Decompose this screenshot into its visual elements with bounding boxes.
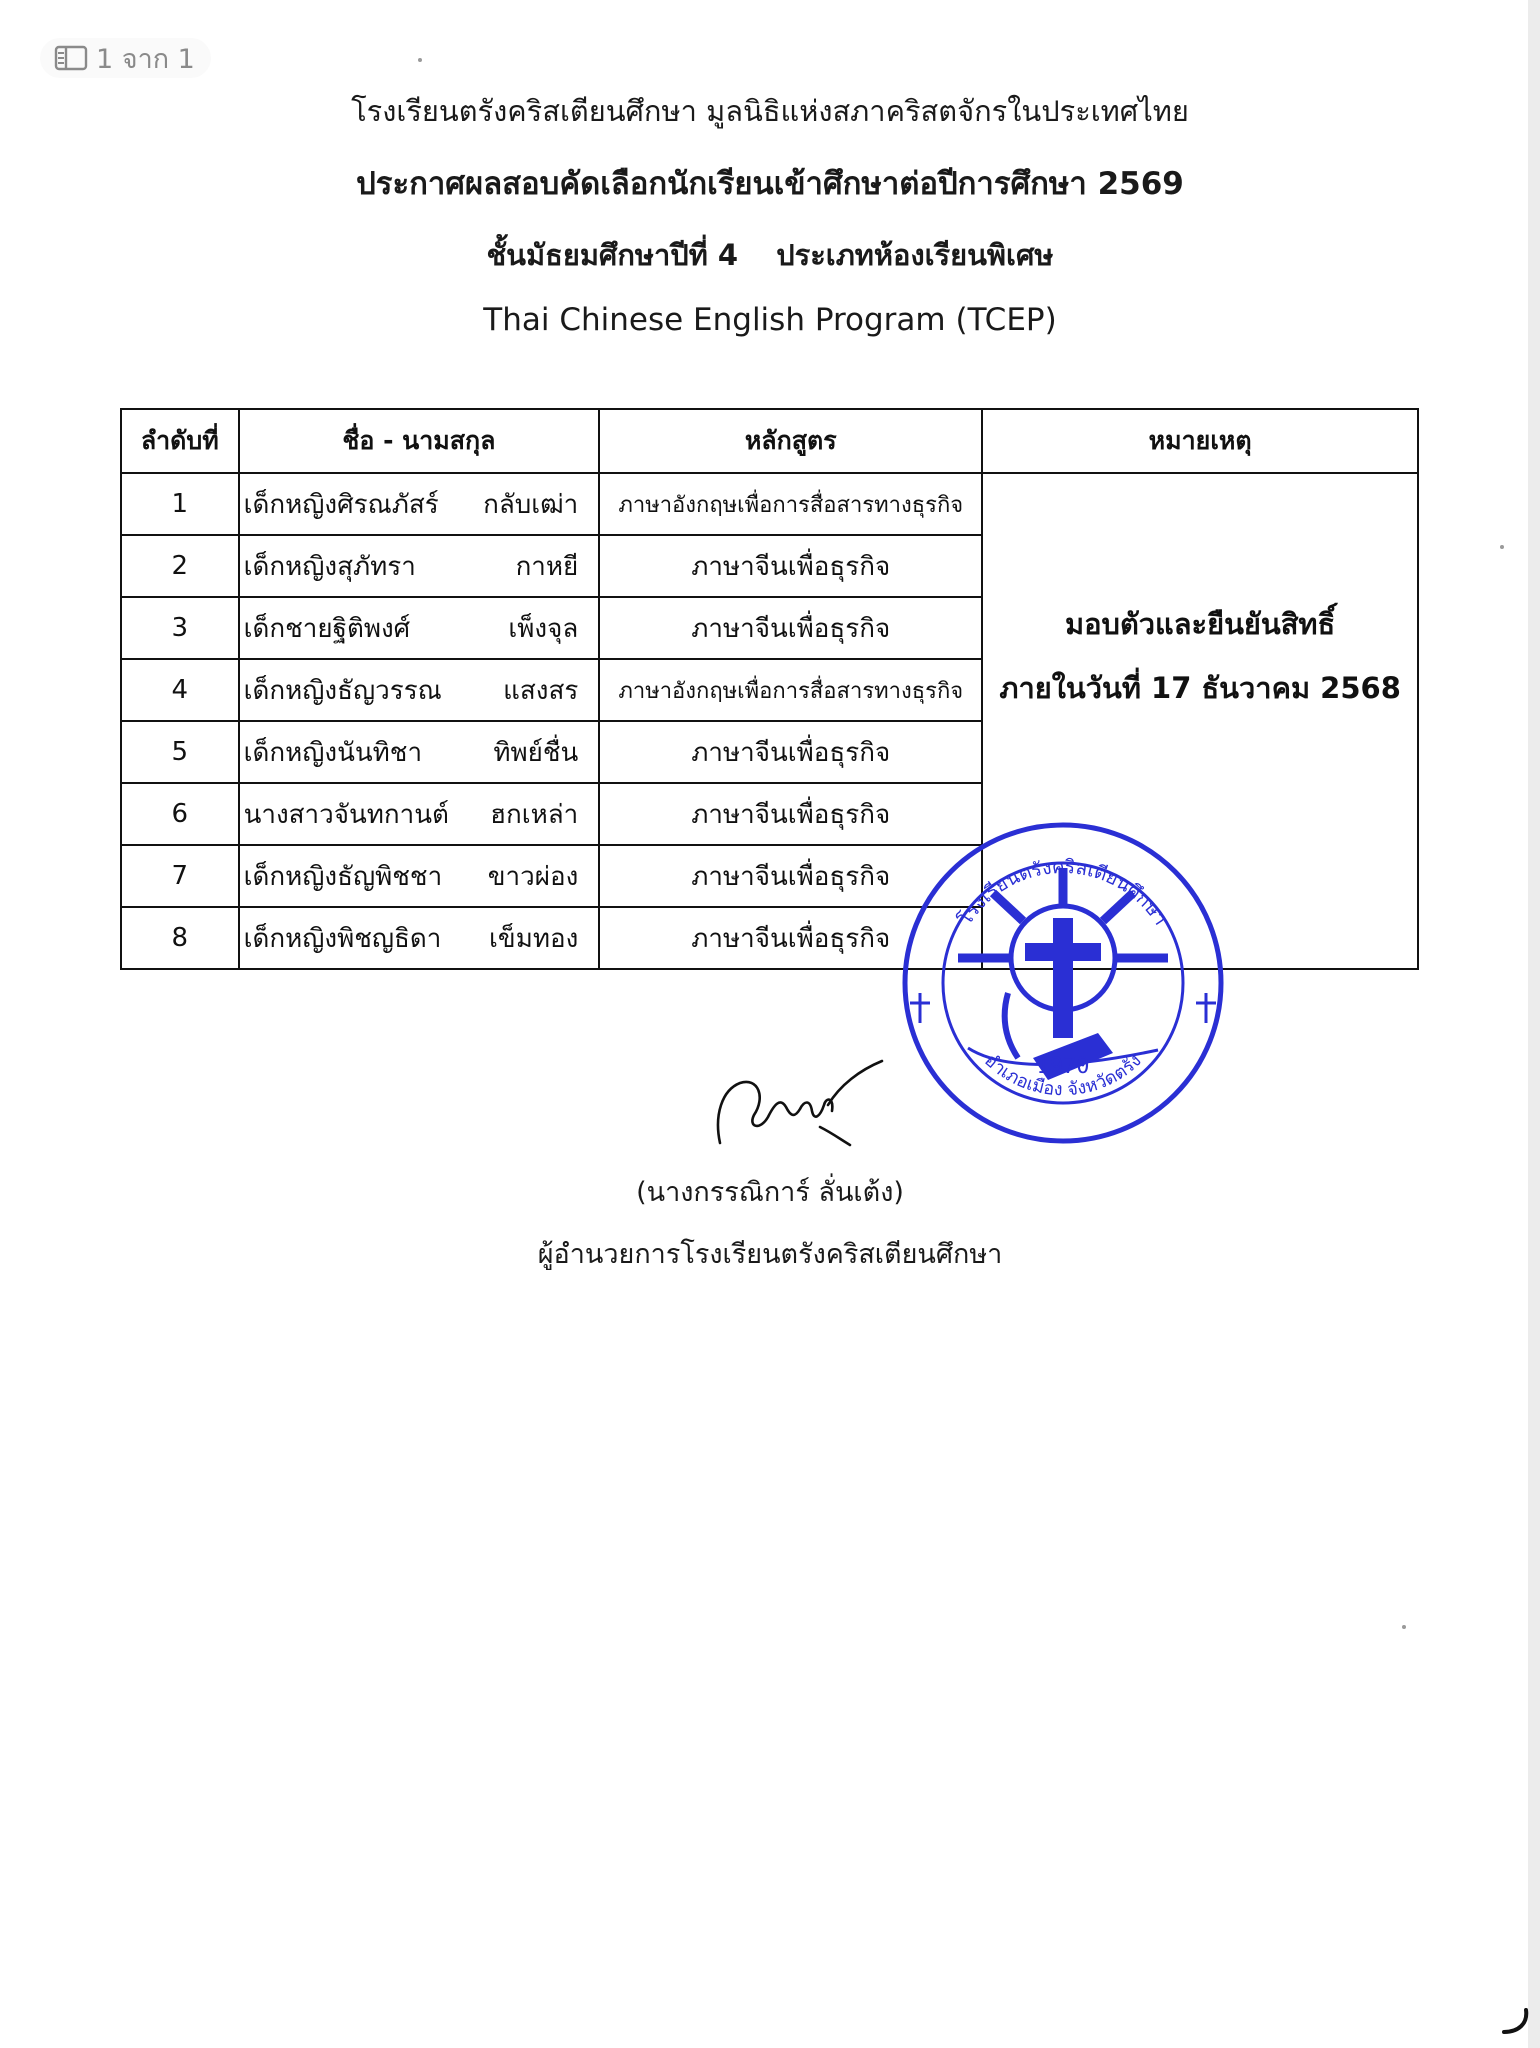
first-name: เด็กชายฐิติพงศ์ [243, 613, 411, 644]
seal-top-text: โรงเรียนตรังคริสเตียนศึกษา [954, 855, 1172, 930]
table-row [121, 473, 1418, 535]
row-name [239, 907, 600, 969]
last-name: ทิพย์ชื่น [493, 737, 579, 768]
seal-bottom-text: อำเภอเมือง จังหวัดตรัง [980, 1049, 1146, 1101]
last-name: เข็มทอง [489, 923, 579, 954]
speck [1402, 1625, 1406, 1629]
row-name [239, 535, 600, 597]
first-name: เด็กหญิงธัญวรรณ [243, 675, 442, 706]
row-name [239, 597, 600, 659]
note-line-2: ภายในวันที่ 17 ธันวาคม 2568 [999, 671, 1401, 705]
last-name: แสงสร [503, 675, 579, 706]
first-name: เด็กหญิงนันทิชา [243, 737, 423, 768]
seal-year: 1970 [1036, 1054, 1090, 1079]
scroll-corner-icon [1498, 2004, 1532, 2038]
first-name: เด็กหญิงธัญพิชชา [243, 861, 443, 892]
row-no: 5 [121, 721, 239, 783]
row-no: 2 [121, 535, 239, 597]
row-course: ภาษาอังกฤษเพื่อการสื่อสารทางธุรกิจ [599, 659, 982, 721]
row-course: ภาษาจีนเพื่อธุรกิจ [599, 535, 982, 597]
header-name: ชื่อ - นามสกุล [239, 409, 600, 473]
first-name: เด็กหญิงสุภัทรา [243, 551, 416, 582]
room-type: ประเภทห้องเรียนพิเศษ [776, 238, 1054, 272]
speck [1500, 545, 1504, 549]
row-course: ภาษาจีนเพื่อธุรกิจ [599, 845, 982, 907]
row-no: 7 [121, 845, 239, 907]
row-name [239, 659, 600, 721]
row-course: ภาษาจีนเพื่อธุรกิจ [599, 721, 982, 783]
row-no: 4 [121, 659, 239, 721]
row-no: 6 [121, 783, 239, 845]
page-indicator[interactable] [40, 38, 211, 78]
row-name [239, 783, 600, 845]
announcement-title: ประกาศผลสอบคัดเลือกนักเรียนเข้าศึกษาต่อปีการศึกษา 2569 [356, 166, 1184, 202]
class-level: ชั้นมัธยมศึกษาปีที่ 4 [486, 238, 739, 272]
row-course: ภาษาจีนเพื่อธุรกิจ [599, 783, 982, 845]
table-header-row [121, 409, 1418, 473]
header-course: หลักสูตร [599, 409, 982, 473]
page-indicator-label: 1 จาก 1 [96, 43, 195, 75]
viewer-scroll-gutter[interactable] [1528, 0, 1540, 2048]
speck [418, 58, 422, 62]
signatory-position: ผู้อำนวยการโรงเรียนตรังคริสเตียนศึกษา [537, 1239, 1003, 1270]
last-name: กลับเฒ่า [483, 489, 579, 520]
signature [700, 1035, 900, 1155]
row-course: ภาษาอังกฤษเพื่อการสื่อสารทางธุรกิจ [599, 473, 982, 535]
page-layout-icon [54, 45, 88, 71]
school-seal [898, 818, 1228, 1148]
last-name: ขาวผ่อง [487, 861, 579, 892]
row-name [239, 721, 600, 783]
first-name: นางสาวจันทกานต์ [243, 799, 449, 830]
last-name: ฮกเหล่า [490, 799, 579, 830]
signatory-name: (นางกรรณิการ์ ลั่นเต้ง) [636, 1177, 904, 1208]
row-course: ภาษาจีนเพื่อธุรกิจ [599, 597, 982, 659]
school-name: โรงเรียนตรังคริสเตียนศึกษา มูลนิธิแห่งสภาคริสตจักรในประเทศไทย [351, 94, 1189, 128]
class-level-line [0, 232, 1540, 278]
row-no: 3 [121, 597, 239, 659]
row-course: ภาษาจีนเพื่อธุรกิจ [599, 907, 982, 969]
last-name: กาหยี [515, 551, 579, 582]
first-name: เด็กหญิงศิรณภัสร์ [243, 489, 439, 520]
program-name: Thai Chinese English Program (TCEP) [483, 302, 1057, 338]
row-no: 1 [121, 473, 239, 535]
note-line-1: มอบตัวและยืนยันสิทธิ์ [1065, 607, 1336, 641]
first-name: เด็กหญิงพิชญธิดา [243, 923, 442, 954]
row-name [239, 473, 600, 535]
row-name [239, 845, 600, 907]
row-no: 8 [121, 907, 239, 969]
last-name: เพ็งจุล [508, 613, 579, 644]
header-no: ลำดับที่ [121, 409, 239, 473]
header-note: หมายเหตุ [982, 409, 1418, 473]
